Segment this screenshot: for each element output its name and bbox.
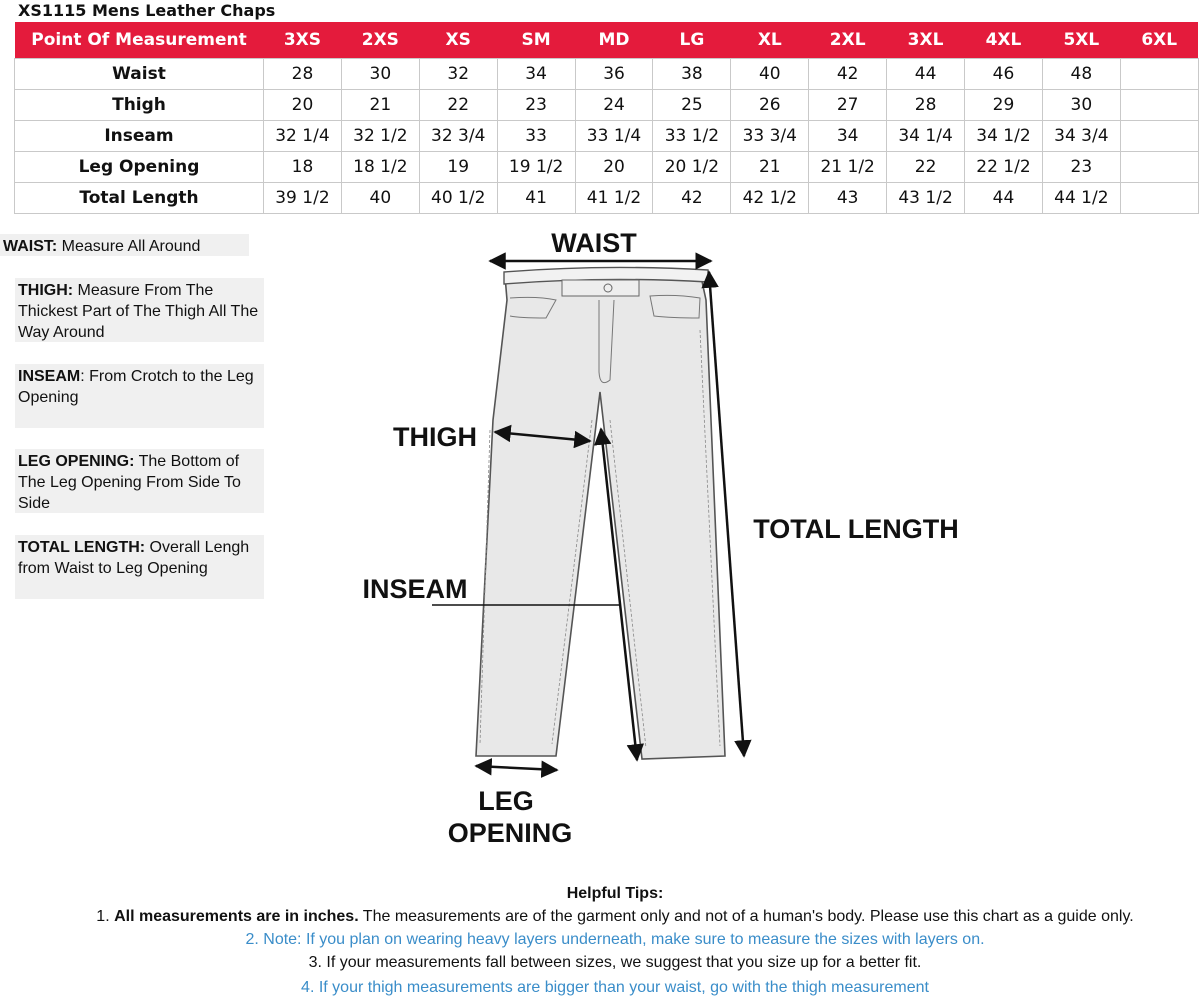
waist-label: WAIST [551,228,637,258]
table-cell: 23 [497,90,575,121]
table-cell: 43 1/2 [887,183,965,214]
table-cell: 21 [731,152,809,183]
definition-inseam [15,364,264,428]
tip-1-prefix: 1. [96,908,115,925]
header-size: 5XL [1042,22,1120,59]
table-cell: 34 3/4 [1042,121,1120,152]
header-size: XL [731,22,809,59]
header-size: 2XL [809,22,887,59]
table-cell: 32 1/4 [264,121,342,152]
table-row [15,59,1199,90]
table-row [15,90,1199,121]
table-cell: 19 1/2 [497,152,575,183]
table-cell: 21 1/2 [809,152,887,183]
table-cell: 19 [419,152,497,183]
definition-total-length [15,535,264,599]
table-cell: 20 [264,90,342,121]
table-cell: 33 1/2 [653,121,731,152]
table-cell: 42 [809,59,887,90]
row-label: Total Length [15,183,264,214]
table-cell: 33 [497,121,575,152]
table-cell: 32 1/2 [341,121,419,152]
table-cell [1120,152,1198,183]
header-size: 6XL [1120,22,1198,59]
inseam-label: INSEAM [362,574,468,604]
table-cell: 29 [965,90,1043,121]
chart-title: XS1115 Mens Leather Chaps [18,1,276,20]
header-size: MD [575,22,653,59]
table-cell [1120,90,1198,121]
definition-text: The Bottom of The Leg Opening From Side To Side [18,453,241,512]
table-cell: 34 1/2 [965,121,1043,152]
row-label: Inseam [15,121,264,152]
table-cell: 18 [264,152,342,183]
definition-term: TOTAL LENGTH: [18,539,146,556]
table-cell: 40 [731,59,809,90]
definition-text: Overall Lengh from Waist to Leg Opening [18,539,250,577]
table-cell: 34 1/4 [887,121,965,152]
tip-3: 3. If your measurements fall between sizes, we suggest that you size up for a better fit. [308,954,922,971]
table-row [15,121,1199,152]
table-cell: 40 [341,183,419,214]
tip-1-text: The measurements are of the garment only and not of a human's body. Please use this chart as a guide only. [358,908,1134,925]
tip-1-bold: All measurements are in inches. [114,908,359,925]
table-cell: 39 1/2 [264,183,342,214]
definition-leg-opening [15,449,264,513]
thigh-label: THIGH [393,422,477,452]
header-size: 3XL [887,22,965,59]
row-label: Leg Opening [15,152,264,183]
table-cell: 43 [809,183,887,214]
table-cell: 23 [1042,152,1120,183]
definition-text: : From Crotch to the Leg Opening [18,368,254,406]
table-cell: 33 1/4 [575,121,653,152]
table-cell [1120,183,1198,214]
tip-2: 2. Note: If you plan on wearing heavy layers underneath, make sure to measure the sizes with layers on. [245,931,985,948]
table-cell: 27 [809,90,887,121]
table-cell: 32 [419,59,497,90]
header-size: 2XS [341,22,419,59]
table-cell: 22 1/2 [965,152,1043,183]
tips-heading: Helpful Tips: [566,885,664,902]
pants-diagram [340,226,1020,866]
table-cell: 48 [1042,59,1120,90]
definition-thigh [15,278,264,342]
table-cell: 44 [965,183,1043,214]
table-header-row [15,22,1199,59]
tip-1 [0,905,1200,928]
table-cell: 40 1/2 [419,183,497,214]
table-cell: 41 [497,183,575,214]
header-size: XS [419,22,497,59]
table-cell: 21 [341,90,419,121]
header-size: 3XS [264,22,342,59]
table-cell: 22 [887,152,965,183]
leg-opening-arrow [476,766,557,770]
table-cell: 44 1/2 [1042,183,1120,214]
table-cell: 34 [809,121,887,152]
table-cell: 44 [887,59,965,90]
helpful-tips [0,882,1200,999]
header-size: 4XL [965,22,1043,59]
header-size: SM [497,22,575,59]
table-cell: 20 1/2 [653,152,731,183]
leg-opening-label-line2: OPENING [447,818,573,848]
pants-illustration [476,267,725,759]
table-cell: 20 [575,152,653,183]
row-label: Waist [15,59,264,90]
table-cell: 26 [731,90,809,121]
tip-4: 4. If your thigh measurements are bigger than your waist, go with the thigh measurement [301,979,929,996]
leg-opening-label-line1: LEG [478,786,534,816]
table-cell: 30 [1042,90,1120,121]
table-row [15,183,1199,214]
header-point-of-measurement: Point Of Measurement [15,22,264,59]
table-cell: 33 3/4 [731,121,809,152]
definition-term: THIGH: [18,282,74,299]
table-cell: 34 [497,59,575,90]
table-cell: 46 [965,59,1043,90]
table-cell: 22 [419,90,497,121]
size-table [14,22,1199,214]
table-row [15,152,1199,183]
header-size: LG [653,22,731,59]
definition-term: LEG OPENING: [18,453,135,470]
table-cell: 28 [264,59,342,90]
definition-term: INSEAM [18,368,81,385]
row-label: Thigh [15,90,264,121]
table-cell: 25 [653,90,731,121]
table-cell: 41 1/2 [575,183,653,214]
table-cell [1120,121,1198,152]
table-cell: 24 [575,90,653,121]
table-cell: 32 3/4 [419,121,497,152]
total-length-label: TOTAL LENGTH [753,514,959,544]
definition-text: Measure All Around [57,238,201,255]
table-cell: 42 [653,183,731,214]
table-cell: 18 1/2 [341,152,419,183]
definition-text: Measure From The Thickest Part of The Thigh All The Way Around [18,282,259,341]
table-cell: 28 [887,90,965,121]
table-cell [1120,59,1198,90]
table-cell: 42 1/2 [731,183,809,214]
definition-term: WAIST: [3,238,58,255]
table-cell: 38 [653,59,731,90]
table-cell: 36 [575,59,653,90]
definition-waist [0,234,249,256]
table-cell: 30 [341,59,419,90]
